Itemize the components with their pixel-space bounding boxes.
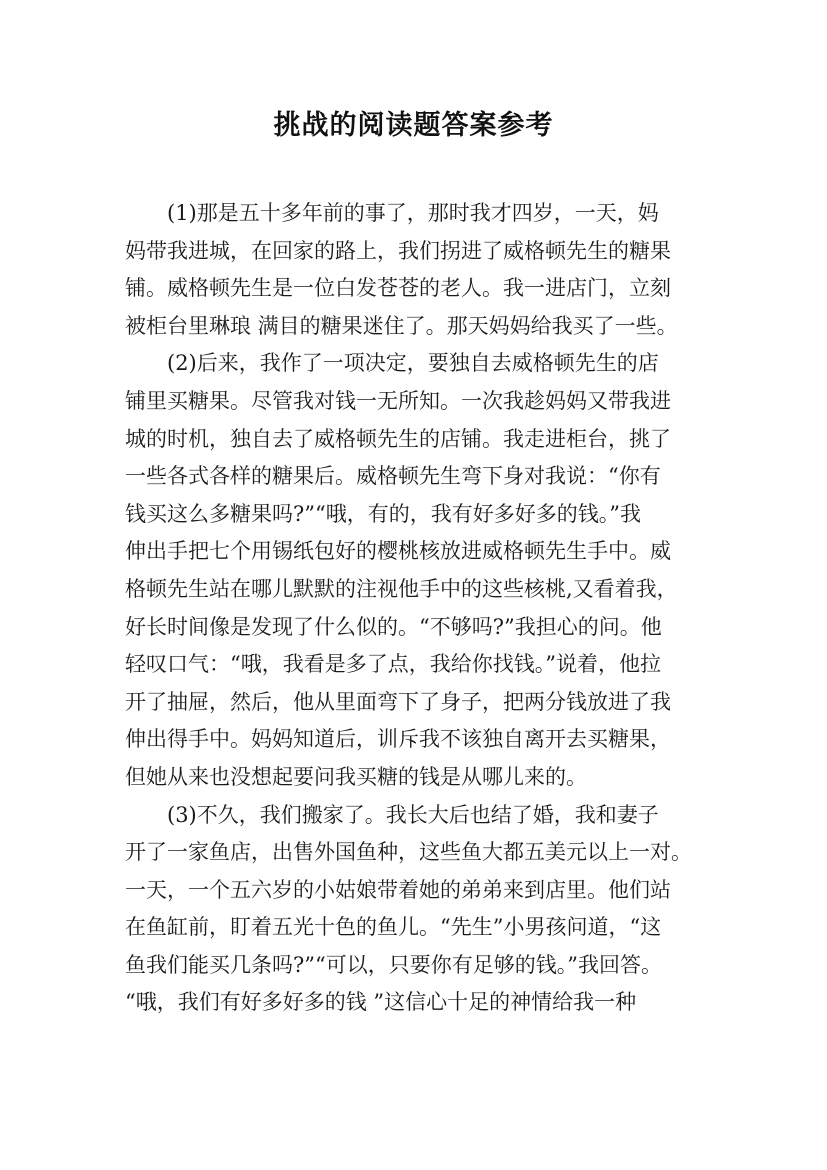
paragraph-2-line: 城的时机，独自去了威格顿先生的店铺。我走进柜台，挑了: [125, 426, 671, 451]
paragraph-3-line: 开了一家鱼店，出售外国鱼种，这些鱼大都五美元以上一对。: [125, 840, 692, 865]
paragraph-2-line: 但她从来也没想起要问我买糖的钱是从哪儿来的。: [125, 764, 587, 789]
paragraph-2-line: 格顿先生站在哪儿默默的注视他手中的这些核桃,又看着我，: [125, 576, 678, 601]
paragraph-2-line: 轻叹口气：“哦，我看是多了点，我给你找钱。”说着，他拉: [125, 652, 661, 677]
paragraph-2-line: 铺里买糖果。尽管我对钱一无所知。一次我趁妈妈又带我进: [125, 388, 671, 413]
paragraph-2-line: 开了抽屉，然后，他从里面弯下了身子，把两分钱放进了我: [125, 689, 671, 714]
paragraph-2-line: 钱买这么多糖果吗?”“哦，有的，我有好多好多的钱。”我: [125, 501, 641, 526]
document-body: [125, 195, 725, 1022]
paragraph-3-line: 一天，一个五六岁的小姑娘带着她的弟弟来到店里。他们站: [125, 877, 671, 902]
paragraph-1-line: 被柜台里琳琅 满目的糖果迷住了。那天妈妈给我买了一些。: [125, 313, 678, 338]
paragraph-1-line: 妈带我进城，在回家的路上，我们拐进了威格顿先生的糖果: [125, 238, 671, 263]
paragraph-3-line: (3)不久，我们搬家了。我长大后也结了婚，我和妻子: [167, 802, 659, 827]
paragraph-1-line: 铺。威格顿先生是一位白发苍苍的老人。我一进店门，立刻: [125, 276, 671, 301]
paragraph-2-line: 伸出得手中。妈妈知道后，训斥我不该独自离开去买糖果，: [125, 727, 671, 752]
paragraph-2-line: (2)后来，我作了一项决定，要独自去威格顿先生的店: [167, 351, 659, 376]
paragraph-2-line: 伸出手把七个用锡纸包好的樱桃核放进威格顿先生手中。威: [125, 539, 671, 564]
paragraph-3-line: 鱼我们能买几条吗?”“可以，只要你有足够的钱。”我回答。: [125, 952, 662, 977]
paragraph-1-line: (1)那是五十多年前的事了，那时我才四岁，一天，妈: [167, 201, 659, 225]
paragraph-3-line: 在鱼缸前，盯着五光十色的鱼儿。“先生”小男孩问道，“这: [125, 915, 662, 940]
paragraph-3-line: “哦，我们有好多好多的钱 ”这信心十足的神情给我一种: [125, 990, 637, 1015]
paragraph-2-line: 好长时间像是发现了什么似的。“不够吗?”我担心的问。他: [125, 614, 662, 639]
paragraph-2-line: 一些各式各样的糖果后。威格顿先生弯下身对我说：“你有: [125, 464, 661, 489]
document-title: 挑战的阅读题答案参考: [273, 110, 554, 141]
